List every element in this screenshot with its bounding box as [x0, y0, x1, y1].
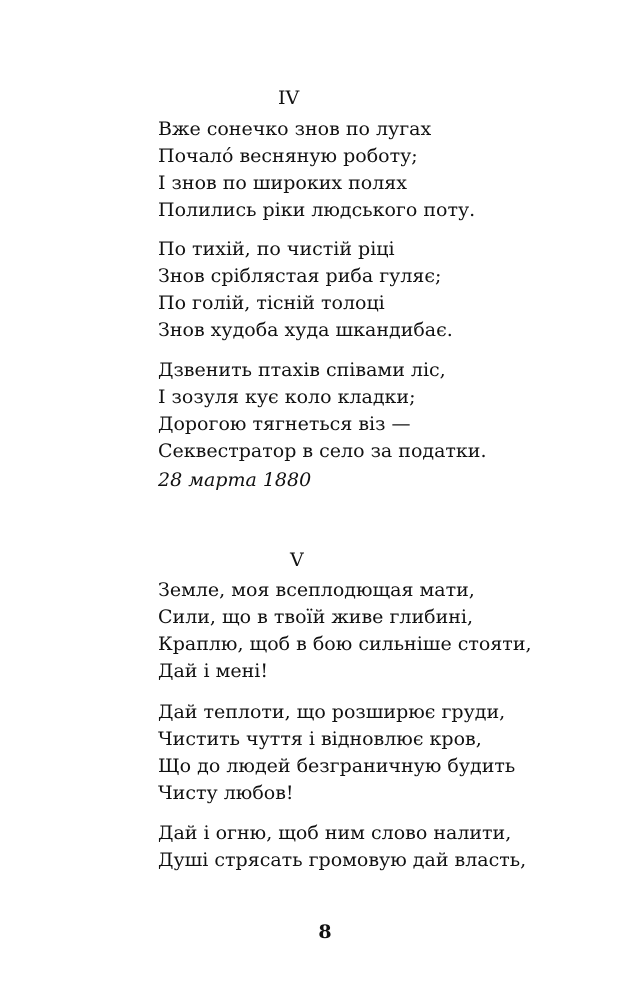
- poem-line: Що до людей безграничную будить: [158, 755, 516, 777]
- poem-line: Дзвенить птахів співами ліс,: [158, 359, 446, 381]
- poem-line: Дай теплоти, що розширює груди,: [158, 701, 506, 723]
- poem-line: Знов сріблястая риба гуляє;: [158, 265, 442, 287]
- poem-line: Дай і огню, щоб ним слово налити,: [158, 822, 512, 844]
- poem-line: Сили, що в твоїй живе глибині,: [158, 606, 474, 628]
- poem-line: Чистить чуття і відновлює кров,: [158, 728, 482, 750]
- poem-line: І зозуля кує коло кладки;: [158, 386, 416, 408]
- poem-line: Знов худоба худа шкандибає.: [158, 319, 453, 341]
- poem-line: Полились ріки людського поту.: [158, 199, 476, 221]
- poem-line: Вже сонечко знов по лугах: [158, 118, 432, 140]
- page-number: 8: [318, 921, 332, 943]
- poem-line: Краплю, щоб в бою сильніше стояти,: [158, 633, 532, 655]
- poem-line: Секвестратор в село за податки.: [158, 440, 487, 462]
- section-v-numeral: V: [290, 549, 304, 571]
- section-iv-numeral: IV: [278, 87, 300, 109]
- poem-line: Дорогою тягнеться віз —: [158, 413, 411, 435]
- poem-line: Душі стрясать громовую дай власть,: [158, 849, 527, 871]
- poem-line: По голій, тісній толоці: [158, 292, 385, 314]
- poem-date: 28 марта 1880: [158, 469, 312, 491]
- poem-line: По тихій, по чистій ріці: [158, 238, 395, 260]
- poem-line: Земле, моя всеплодющая мати,: [158, 579, 475, 601]
- poem-line: Чисту любов!: [158, 782, 294, 804]
- poem-line: Почало́ весняную роботу;: [158, 145, 418, 167]
- poem-line: І знов по широких полях: [158, 172, 407, 194]
- poem-line: Дай і мені!: [158, 660, 268, 682]
